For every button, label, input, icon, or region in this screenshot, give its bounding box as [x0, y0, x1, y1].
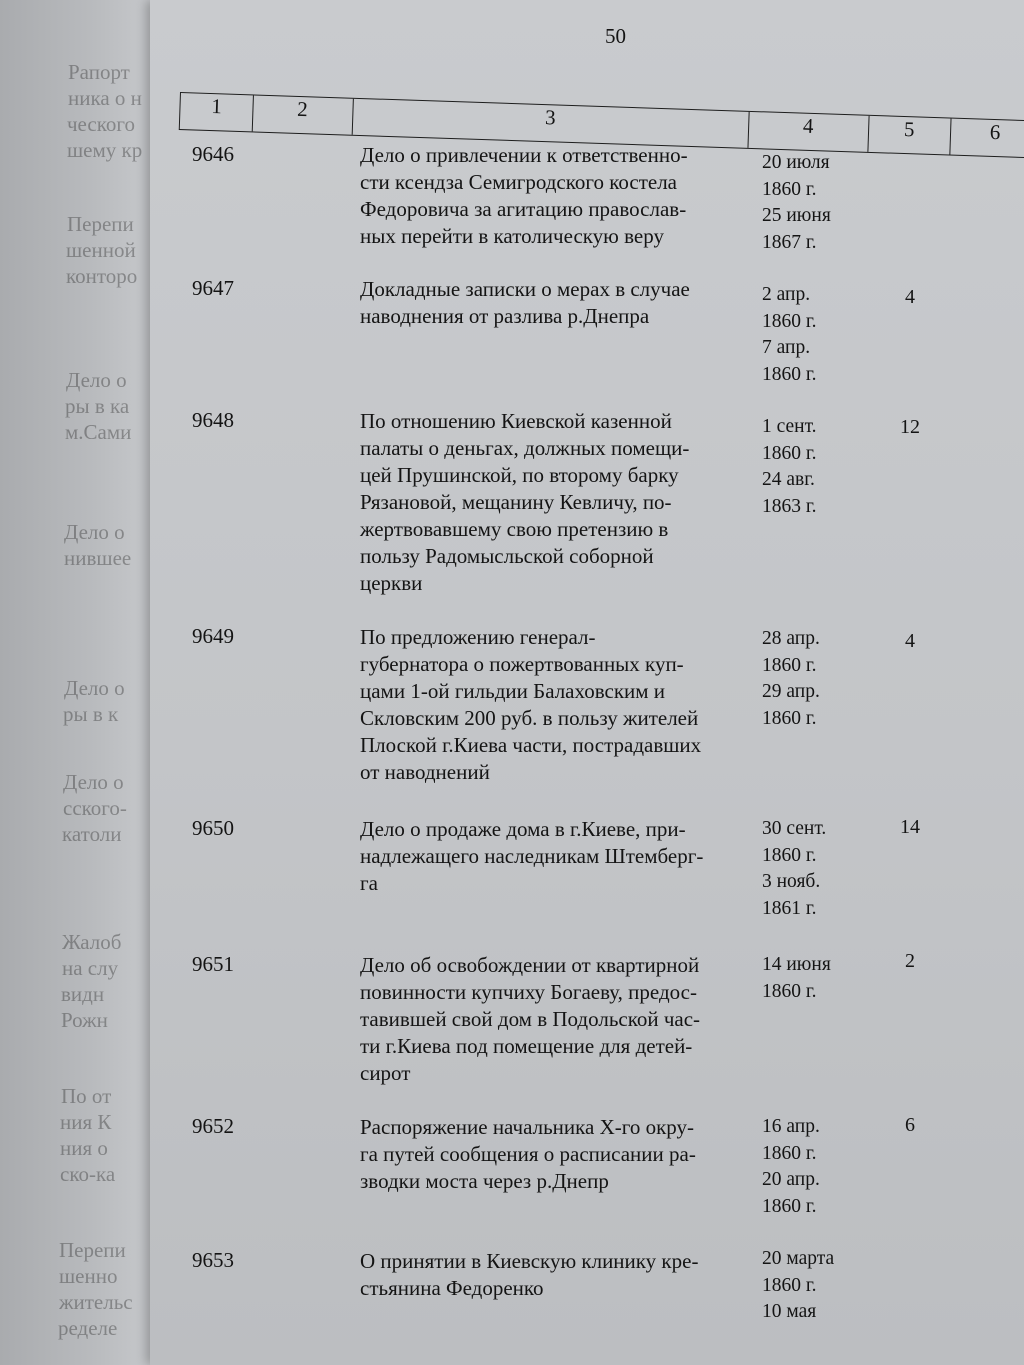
- left-page-text-fragment: Дело о: [64, 676, 125, 700]
- left-page-edge: [0, 0, 150, 1365]
- date-line: 29 апр.: [762, 681, 820, 702]
- left-page-text-fragment: Рожн: [61, 1008, 108, 1032]
- description-line: Скловским 200 руб. в пользу жителей: [360, 706, 699, 730]
- date-line: 3 нояб.: [762, 871, 821, 892]
- left-page-text-fragment: Дело о: [64, 520, 125, 544]
- left-page-text-fragment: шенно: [59, 1264, 118, 1288]
- left-page-text-fragment: Дело о: [63, 770, 124, 794]
- left-page-text-fragment: конторо: [66, 264, 138, 288]
- left-page-text-fragment: ния К: [60, 1110, 112, 1134]
- description-line: цей Прушинской, по второму барку: [360, 463, 679, 487]
- record-sheet-count: 4: [905, 630, 915, 652]
- left-page-text-fragment: ника о н: [68, 86, 142, 110]
- record-description: [360, 1114, 748, 1195]
- record-dates: [762, 150, 831, 256]
- date-line: 1867 г.: [762, 231, 817, 253]
- description-line: О принятии в Киевскую клинику кре-: [360, 1249, 699, 1273]
- description-line: от наводнений: [360, 760, 490, 784]
- date-line: 10 мая: [762, 1301, 817, 1322]
- description-line: Федоровича за агитацию православ-: [360, 197, 687, 221]
- description-line: сти ксендза Семигродского костела: [360, 170, 677, 194]
- record-dates: [762, 816, 826, 922]
- record-dates: [762, 414, 817, 520]
- description-line: Дело о привлечении к ответственно-: [360, 143, 688, 167]
- date-line: 20 апр.: [762, 1169, 820, 1190]
- description-line: По предложению генерал-: [360, 625, 596, 649]
- description-line: цами 1-ой гильдии Балаховским и: [360, 679, 666, 703]
- record-sheet-count: 4: [905, 286, 915, 308]
- record-dates: [762, 282, 817, 388]
- date-line: 2 апр.: [762, 284, 811, 305]
- record-description: [360, 276, 748, 330]
- record-number: 9651: [192, 952, 234, 976]
- description-line: повинности купчиху Богаеву, предос-: [360, 980, 697, 1004]
- date-line: 1860 г.: [762, 1195, 817, 1217]
- date-line: 1860 г.: [762, 654, 817, 676]
- date-line: 1860 г.: [762, 310, 817, 332]
- left-page-text-fragment: шему кр: [67, 138, 143, 162]
- left-page-text-fragment: шенной: [66, 238, 136, 262]
- left-page-text-fragment: жительс: [59, 1290, 133, 1314]
- left-page-text-fragment: Рапорт: [68, 60, 130, 84]
- description-line: пользу Радомысльской соборной: [360, 544, 654, 568]
- date-line: 1863 г.: [762, 495, 817, 517]
- column-header-6: 6: [989, 119, 1001, 145]
- date-line: 20 июля: [762, 152, 830, 173]
- left-page-text-fragment: католи: [62, 822, 122, 846]
- left-page-text-fragment: м.Сами: [65, 420, 132, 444]
- description-line: губернатора о пожертвованных куп-: [360, 652, 684, 676]
- description-line: га путей сообщения о расписании ра-: [360, 1142, 696, 1166]
- date-line: 1860 г.: [762, 178, 817, 200]
- description-line: га: [360, 871, 378, 895]
- description-line: ных перейти в католическую веру: [360, 224, 664, 248]
- column-header-2: 2: [252, 95, 354, 134]
- page-number: 50: [605, 24, 626, 48]
- date-line: 1 сент.: [762, 416, 817, 437]
- date-line: 7 апр.: [762, 337, 811, 358]
- record-sheet-count: 2: [905, 950, 915, 972]
- record-description: [360, 624, 748, 786]
- date-line: 1860 г.: [762, 1274, 817, 1296]
- left-page-text-fragment: ческого: [67, 112, 135, 136]
- left-page-text-fragment: Перепи: [59, 1238, 126, 1262]
- description-line: зводки моста через р.Днепр: [360, 1169, 609, 1193]
- record-description: [360, 142, 748, 250]
- date-line: 28 апр.: [762, 628, 820, 649]
- left-page-text-fragment: нившее: [64, 546, 132, 570]
- record-number: 9649: [192, 624, 234, 648]
- record-dates: [762, 626, 820, 732]
- description-line: Дело об освобождении от квартирной: [360, 953, 700, 977]
- left-page-text-fragment: ры в ка: [65, 394, 130, 418]
- date-line: 24 авг.: [762, 469, 815, 490]
- record-sheet-count: 6: [905, 1114, 915, 1136]
- record-dates: [762, 1246, 834, 1326]
- date-line: 25 июня: [762, 205, 831, 226]
- left-page-text-fragment: По от: [61, 1084, 112, 1108]
- record-number: 9648: [192, 408, 234, 432]
- record-description: [360, 816, 748, 897]
- date-line: 1860 г.: [762, 363, 817, 385]
- description-line: наводнения от разлива р.Днепра: [360, 304, 650, 328]
- column-header-4: 4: [747, 112, 869, 152]
- record-description: [360, 408, 748, 597]
- description-line: церкви: [360, 571, 423, 595]
- date-line: 1860 г.: [762, 707, 817, 729]
- description-line: палаты о деньгах, должных помещи-: [360, 436, 690, 460]
- column-header-1: 1: [180, 93, 254, 131]
- left-page-text-fragment: Перепи: [67, 212, 134, 236]
- left-page-text-fragment: ределе: [58, 1316, 118, 1340]
- record-sheet-count: 12: [900, 416, 920, 438]
- record-dates: [762, 952, 831, 1005]
- left-page-text-fragment: ры в к: [63, 702, 119, 726]
- date-line: 30 сент.: [762, 818, 827, 839]
- left-page-text-fragment: ско-ка: [60, 1162, 116, 1186]
- date-line: 16 апр.: [762, 1116, 820, 1137]
- description-line: стьянина Федоренко: [360, 1276, 544, 1300]
- column-header-3: 3: [352, 99, 750, 148]
- description-line: По отношению Киевской казенной: [360, 409, 672, 433]
- left-page-text-fragment: Дело о: [66, 368, 127, 392]
- date-line: 20 марта: [762, 1248, 835, 1269]
- description-line: надлежащего наследникам Штемберг-: [360, 844, 704, 868]
- left-page-text-fragment: видн: [61, 982, 105, 1006]
- record-number: 9646: [192, 142, 234, 166]
- left-page-text-fragment: сского-: [63, 796, 127, 820]
- date-line: 14 июня: [762, 954, 831, 975]
- description-line: жертвовавшему свою претензию в: [360, 517, 669, 541]
- left-page-text-fragment: ния о: [60, 1136, 108, 1160]
- description-line: Рязановой, мещанину Кевличу, по-: [360, 490, 672, 514]
- document-page: [150, 0, 1024, 1365]
- description-line: сирот: [360, 1061, 411, 1085]
- record-number: 9653: [192, 1248, 234, 1272]
- date-line: 1860 г.: [762, 1142, 817, 1164]
- record-sheet-count: 14: [900, 816, 920, 838]
- date-line: 1860 г.: [762, 844, 817, 866]
- record-number: 9650: [192, 816, 234, 840]
- description-line: Плоской г.Киева части, пострадавших: [360, 733, 702, 757]
- record-dates: [762, 1114, 820, 1220]
- description-line: Распоряжение начальника Х-го окру-: [360, 1115, 695, 1139]
- record-description: [360, 952, 748, 1087]
- left-page-text-fragment: на слу: [62, 956, 119, 980]
- record-number: 9647: [192, 276, 234, 300]
- date-line: 1860 г.: [762, 980, 817, 1002]
- description-line: тавившей свой дом в Подольской час-: [360, 1007, 701, 1031]
- description-line: ти г.Киева под помещение для детей-: [360, 1034, 693, 1058]
- column-header-5: 5: [867, 116, 951, 155]
- record-number: 9652: [192, 1114, 234, 1138]
- record-description: [360, 1248, 748, 1302]
- date-line: 1861 г.: [762, 897, 817, 919]
- date-line: 1860 г.: [762, 442, 817, 464]
- description-line: Дело о продаже дома в г.Киеве, при-: [360, 817, 686, 841]
- description-line: Докладные записки о мерах в случае: [360, 277, 690, 301]
- left-page-text-fragment: Жалоб: [62, 930, 122, 954]
